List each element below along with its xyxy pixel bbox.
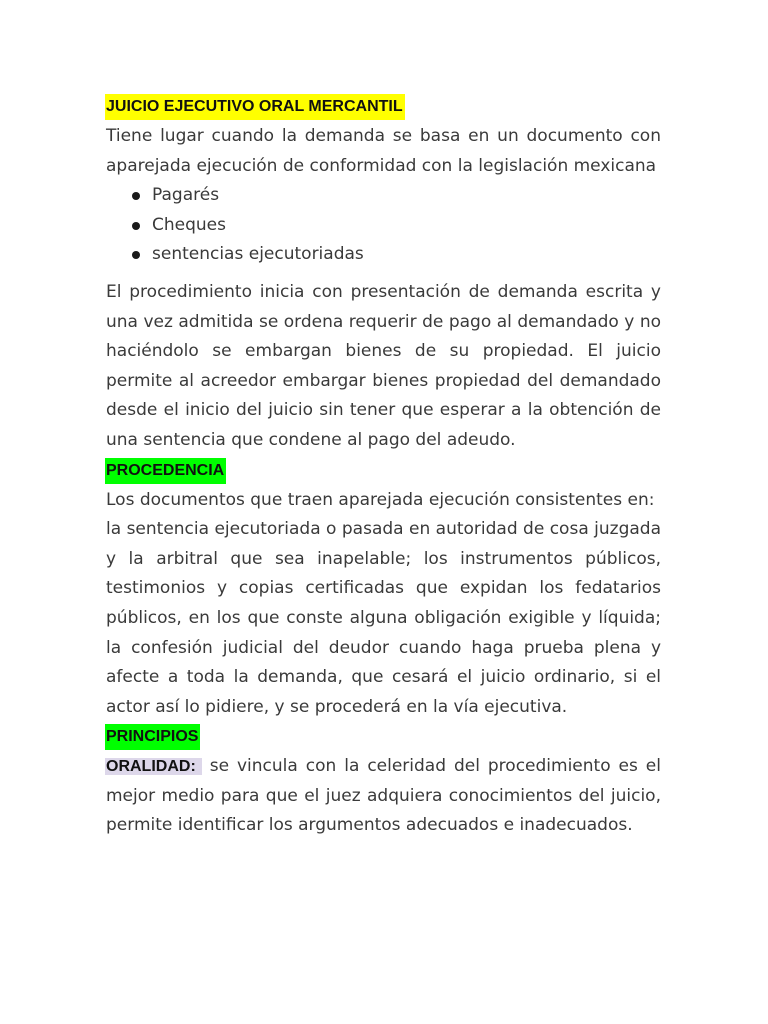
document-type-list <box>106 181 661 270</box>
list-item-label: Pagarés <box>152 185 220 206</box>
heading-row <box>106 92 661 122</box>
procedencia-paragraph: la sentencia ejecutoriada o pasada en autoridad de cosa juzgada y la arbitral que sea inapelable; los instrumentos públicos, testimonios y copias certificadas que expidan los fedatarios públicos, en los que conste alguna obligación exigible y líquida; la confesión judicial del deudor cuando haga prueba plena y afecte a toda la demanda, que cesará el juicio ordinario, si el actor así lo pidiere, y se procederá en la vía ejecutiva. <box>106 519 661 717</box>
list-item <box>106 240 661 270</box>
list-item-label: Cheques <box>152 214 226 235</box>
oralidad-text: se vincula con la celeridad del procedimiento es el mejor medio para que el juez adquiera conocimientos del juicio, permite identificar los argumentos adecuados e inadecuados. <box>106 756 661 836</box>
section-title-procedencia: PROCEDENCIA <box>105 458 226 484</box>
heading-row <box>106 456 661 486</box>
oralidad-paragraph <box>106 752 661 841</box>
list-item-label: sentencias ejecutoriadas <box>152 244 364 265</box>
intro-paragraph: Tiene lugar cuando la demanda se basa en un documento con aparejada ejecución de conformidad con la legislación mexicana <box>106 126 661 176</box>
section-title-juicio-ejecutivo: JUICIO EJECUTIVO ORAL MERCANTIL <box>105 94 405 120</box>
bullet-icon <box>132 192 140 200</box>
list-item <box>106 211 661 241</box>
oralidad-term: ORALIDAD: <box>105 758 202 775</box>
bullet-icon <box>132 251 140 259</box>
document-page <box>106 92 661 841</box>
procedure-paragraph: El procedimiento inicia con presentación de demanda escrita y una vez admitida se ordena requerir de pago al demandado y no haciéndolo se embargan bienes de su propiedad. El juicio permite al acreedor embargar bienes propiedad del demandado desde el inicio del juicio sin tener que esperar a la obtención de una sentencia que condene al pago del adeudo. <box>106 281 661 450</box>
list-item <box>106 181 661 211</box>
heading-row <box>106 722 661 752</box>
bullet-icon <box>132 222 140 230</box>
section-title-principios: PRINCIPIOS <box>105 724 200 750</box>
procedencia-intro: Los documentos que traen aparejada ejecución consistentes en: <box>106 489 655 510</box>
